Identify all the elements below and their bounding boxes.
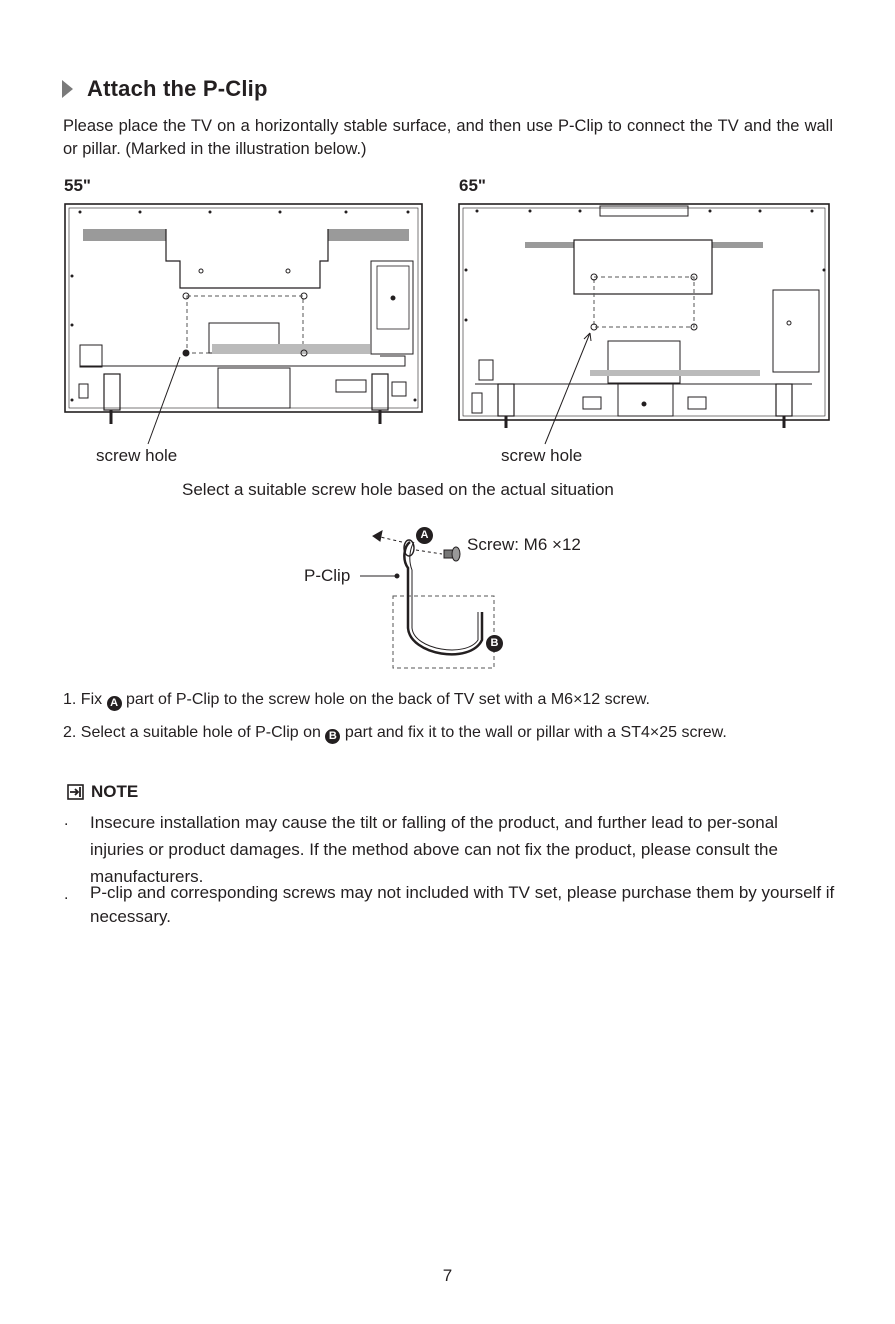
note-bullet-1: . xyxy=(64,812,69,829)
note-arrow-icon xyxy=(67,784,85,800)
figure-caption: Select a suitable screw hole based on the actual situation xyxy=(182,480,614,499)
note-item-2: P-clip and corresponding screws may not included with TV set, please purchase them by yourself if necessary. xyxy=(90,883,835,926)
marker-a: A xyxy=(416,527,433,544)
step-2-number: 2. Select a suitable hole of P-Clip on xyxy=(63,724,321,741)
step-1 xyxy=(63,691,650,711)
step-2-marker-b: B xyxy=(325,729,340,744)
tv65-screw-hole-callout: screw hole xyxy=(501,446,583,465)
step-1-text: part of P-Clip to the screw hole on the back of TV set with a M6×12 screw. xyxy=(126,691,650,708)
intro-paragraph: Please place the TV on a horizontally stable surface, and then use P-Clip to connect the TV and the wall or pillar. (Marked in the illustration below.) xyxy=(63,117,833,158)
pclip-label: P-Clip xyxy=(304,566,351,585)
step-2 xyxy=(63,724,727,744)
page-number: 7 xyxy=(442,1266,453,1285)
note-header xyxy=(67,782,138,802)
tv65-size-label: 65" xyxy=(459,176,486,195)
step-1-number: 1. Fix xyxy=(63,691,103,708)
note-bullet-2: . xyxy=(64,886,69,903)
section-title: Attach the P-Clip xyxy=(87,76,268,101)
note-item-1: Insecure installation may cause the tilt or falling of the product, and further lead to per-sonal injuries or product damages. If the method above can not fix the product, please consult the manufacturers. xyxy=(90,813,778,886)
note-title: NOTE xyxy=(91,782,139,801)
step-2-text: part and fix it to the wall or pillar with a ST4×25 screw. xyxy=(344,724,727,741)
screw-label: Screw: M6 ×12 xyxy=(467,535,581,554)
tv55-screw-hole-callout: screw hole xyxy=(96,446,178,465)
marker-b: B xyxy=(486,635,503,652)
step-1-marker-a: A xyxy=(107,696,122,711)
tv65-back-drawing xyxy=(459,204,829,444)
screw-icon xyxy=(444,547,460,561)
tv55-back-drawing xyxy=(65,204,422,444)
tv55-size-label: 55" xyxy=(64,176,91,195)
